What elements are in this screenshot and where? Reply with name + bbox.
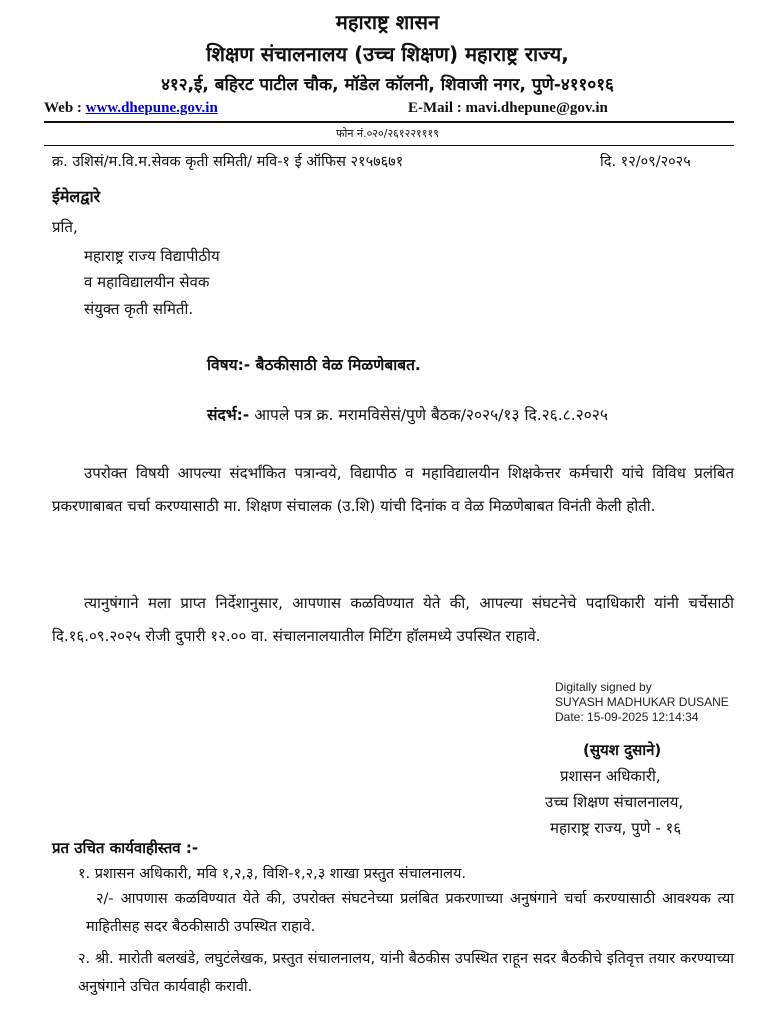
digital-signature-line-3: Date: 15-09-2025 12:14:34 [555, 710, 699, 724]
letterhead-address: ४१२,ई, बहिरट पाटील चौक, मॉडेल कॉलनी, शिवाजी नगर, पुणे-४११०१६ [161, 75, 614, 95]
header-rule-bottom [44, 145, 734, 146]
header-rule-top [44, 121, 734, 123]
web-label: Web : [44, 100, 82, 116]
recipient-prati: प्रति, [52, 218, 78, 236]
email-value: mavi.dhepune@gov.in [465, 100, 608, 116]
body-paragraph-2: त्यानुषंगाने मला प्राप्त निर्देशानुसार, आपणास कळविण्यात येते की, आपल्या संघटनेचे पदाधिकारी यांनी चर्चेसाठी दि.१६.०९.२०२५ रोजी दुपारी १२.०० वा. संचालनालयातील मिटिंग हॉलमध्ये उपस्थित राहावे. [52, 594, 734, 645]
web-link[interactable]: www.dhepune.gov.in [85, 100, 218, 116]
signatory-place: महाराष्ट्र राज्य, पुणे - १६ [550, 819, 682, 837]
letter-date: दि. १२/०९/२०२५ [600, 154, 691, 170]
subject-line [207, 353, 421, 375]
recipient-line-2: व महाविद्यालयीन सेवक [84, 273, 210, 291]
copy-heading: प्रत उचित कार्यवाहीस्तव :- [52, 839, 199, 857]
delivery-mode: ईमेलद्वारे [52, 187, 101, 206]
recipient-line-1: महाराष्ट्र राज्य विद्यापीठीय [84, 247, 220, 265]
copy-item-1: १. प्रशासन अधिकारी, मवि १,२,३, विशि-१,२,३ शाखा प्रस्तुत संचालनालय. [78, 866, 467, 882]
digital-signature-line-1: Digitally signed by [555, 680, 652, 694]
email-label: E-Mail : [408, 100, 462, 116]
phone-number: फोन नं.०२०/२६१२२१११९ [336, 127, 439, 140]
copy-item-1-note: २/- आपणास कळविण्यात येते की, उपरोक्त संघटनेच्या प्रलंबित प्रकरणाच्या अनुषंगाने चर्चा करण्यासाठी आवश्यक त्या माहितीसह सदर बैठकीसाठी उपस्थित राहावे. [86, 891, 734, 935]
digital-signature-line-2: SUYASH MADHUKAR DUSANE [555, 695, 729, 709]
sandarbh-line [207, 403, 608, 425]
subject-label: विषय:- [207, 356, 251, 374]
email-row [408, 100, 608, 117]
web-row [44, 100, 218, 117]
letterhead-govt: महाराष्ट्र शासन [335, 10, 440, 34]
sandarbh-label: संदर्भ:- [207, 406, 250, 424]
signatory-name: (सुयश दुसाने) [583, 741, 662, 759]
signatory-designation: प्रशासन अधिकारी, [560, 767, 661, 785]
subject-text: बैठकीसाठी वेळ मिळणेबाबत. [255, 356, 421, 374]
reference-number: क्र. उशिसं/म.वि.म.सेवक कृती समिती/ मवि-१ ई ऑफिस २१५७६७१ [52, 154, 404, 170]
sandarbh-text: आपले पत्र क्र. मरामविसेसं/पुणे बैठक/२०२५/१३ दि.२६.८.२०२५ [254, 406, 608, 424]
recipient-line-3: संयुक्त कृती समिती. [84, 300, 194, 318]
signatory-office: उच्च शिक्षण संचालनालय, [545, 793, 684, 811]
digital-signature [555, 680, 729, 725]
copy-item-2: २. श्री. मारोती बलखंडे, लघुटंलेखक, प्रस्तुत संचालनालय, यांनी बैठकीस उपस्थित राहून सदर बैठकीचे इतिवृत्त तयार करण्याच्या अनुषंगाने उचित कार्यवाही करावी. [78, 951, 734, 995]
body-paragraph-1: उपरोक्त विषयी आपल्या संदर्भांकित पत्रान्वये, विद्यापीठ व महाविद्यालयीन शिक्षकेत्तर कर्मचारी यांचे विविध प्रलंबित प्रकरणाबाबत चर्चा करण्यासाठी मा. शिक्षण संचालक (उ.शि) यांची दिनांक व वेळ मिळणेबाबत विनंती केली होती. [52, 464, 734, 515]
letterhead-office: शिक्षण संचालनालय (उच्च शिक्षण) महाराष्ट्र राज्य, [206, 42, 569, 66]
